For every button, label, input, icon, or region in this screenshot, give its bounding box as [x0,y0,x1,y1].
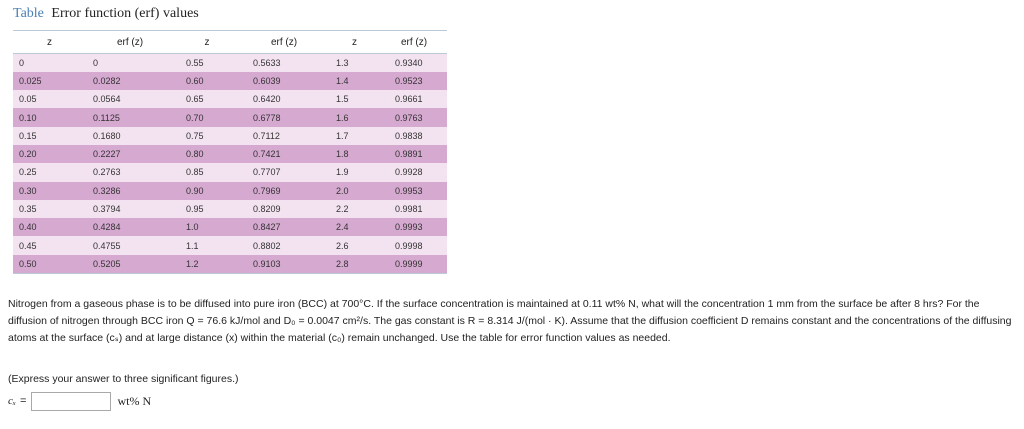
cell-z: 2.8 [328,255,381,273]
cell-erf: 0.9763 [381,108,447,126]
cell-erf: 0.7969 [240,182,328,200]
cell-erf: 0.9340 [381,54,447,72]
cell-erf: 0 [86,54,174,72]
problem-text: Nitrogen from a gaseous phase is to be diffused into pure iron (BCC) at 700°C. If the surface concentration is maintained at 0.11 wt% N, what will the concentration 1 mm from the surface be after 8 hrs? For the diffusion of nitrogen through BCC iron Q = 76.6 kJ/mol and D₀ = 0.0047 cm²/s. The gas constant is R = 8.314 J/(mol · K). Assume that the diffusion coefficient D remains constant and the concentrations of the diffusing atoms at the surface (cₛ) and at large distance (x) within the material (c₀) remain unchanged. Use the table for error function values as needed. [8,298,1012,344]
cell-z: 1.2 [174,255,240,273]
table-caption [13,6,199,22]
table-header-row [13,31,447,54]
table-row [13,54,447,72]
cell-erf: 0.9661 [381,90,447,108]
header-z-1: z [13,31,86,54]
cell-erf: 0.5633 [240,54,328,72]
cell-z: 0.15 [13,127,86,145]
cell-erf: 0.9103 [240,255,328,273]
cell-erf: 0.9928 [381,163,447,181]
cell-erf: 0.2227 [86,145,174,163]
cell-z: 0.60 [174,72,240,90]
cell-z: 0.25 [13,163,86,181]
cell-erf: 0.8209 [240,200,328,218]
cell-z: 0.70 [174,108,240,126]
table-row [13,218,447,236]
table-row [13,90,447,108]
cell-z: 1.0 [174,218,240,236]
header-z-3: z [328,31,381,54]
cell-erf: 0.9999 [381,255,447,273]
cell-z: 2.6 [328,236,381,254]
cell-z: 0.50 [13,255,86,273]
cell-z: 1.9 [328,163,381,181]
answer-unit: wt% N [117,393,152,408]
answer-variable: cₓ [8,395,17,407]
cell-erf: 0.9993 [381,218,447,236]
cell-erf: 0.4284 [86,218,174,236]
cell-erf: 0.7112 [240,127,328,145]
cell-z: 0.75 [174,127,240,145]
cell-z: 0.55 [174,54,240,72]
cell-erf: 0.3794 [86,200,174,218]
cell-z: 0.40 [13,218,86,236]
cell-erf: 0.6039 [240,72,328,90]
cell-erf: 0.1125 [86,108,174,126]
table-bottom-rule [13,273,447,274]
erf-table [13,30,447,273]
cell-z: 1.4 [328,72,381,90]
cell-erf: 0.5205 [86,255,174,273]
cell-erf: 0.0564 [86,90,174,108]
cell-z: 0.025 [13,72,86,90]
cell-z: 0.10 [13,108,86,126]
cell-erf: 0.4755 [86,236,174,254]
problem-statement [8,296,1018,347]
caption-label: Table [13,6,44,21]
cell-erf: 0.2763 [86,163,174,181]
header-erf-3: erf (z) [381,31,447,54]
cell-erf: 0.9953 [381,182,447,200]
table-row [13,236,447,254]
cell-erf: 0.7707 [240,163,328,181]
answer-instruction: (Express your answer to three significant figures.) [8,373,239,385]
cell-erf: 0.9998 [381,236,447,254]
cell-erf: 0.9891 [381,145,447,163]
cell-erf: 0.6420 [240,90,328,108]
table-body [13,54,447,274]
cell-erf: 0.9838 [381,127,447,145]
caption-text: Error function (erf) values [51,6,199,21]
answer-equals: = [20,395,27,407]
cell-z: 0.30 [13,182,86,200]
cell-z: 0.35 [13,200,86,218]
cell-z: 1.7 [328,127,381,145]
cell-erf: 0.3286 [86,182,174,200]
answer-row [8,391,151,411]
cell-erf: 0.8802 [240,236,328,254]
cell-erf: 0.9981 [381,200,447,218]
cell-z: 2.0 [328,182,381,200]
cell-z: 0.65 [174,90,240,108]
table-row [13,200,447,218]
table-row [13,127,447,145]
cell-z: 0.95 [174,200,240,218]
header-erf-1: erf (z) [86,31,174,54]
cell-z: 1.6 [328,108,381,126]
cell-z: 0.85 [174,163,240,181]
table-row [13,255,447,273]
cell-z: 0.05 [13,90,86,108]
table-row [13,108,447,126]
table-row [13,72,447,90]
table-row [13,163,447,181]
table-row [13,145,447,163]
cell-z: 2.2 [328,200,381,218]
cell-z: 1.5 [328,90,381,108]
cell-z: 1.8 [328,145,381,163]
cell-z: 2.4 [328,218,381,236]
cell-erf: 0.9523 [381,72,447,90]
table-row [13,182,447,200]
cell-z: 0.20 [13,145,86,163]
cell-erf: 0.6778 [240,108,328,126]
cell-erf: 0.7421 [240,145,328,163]
cell-erf: 0.1680 [86,127,174,145]
cell-z: 0 [13,54,86,72]
cell-z: 0.80 [174,145,240,163]
header-erf-2: erf (z) [240,31,328,54]
answer-input[interactable] [31,392,111,411]
header-z-2: z [174,31,240,54]
cell-z: 0.90 [174,182,240,200]
cell-z: 0.45 [13,236,86,254]
cell-erf: 0.0282 [86,72,174,90]
cell-z: 1.3 [328,54,381,72]
cell-z: 1.1 [174,236,240,254]
cell-erf: 0.8427 [240,218,328,236]
erf-table-container [13,30,447,274]
